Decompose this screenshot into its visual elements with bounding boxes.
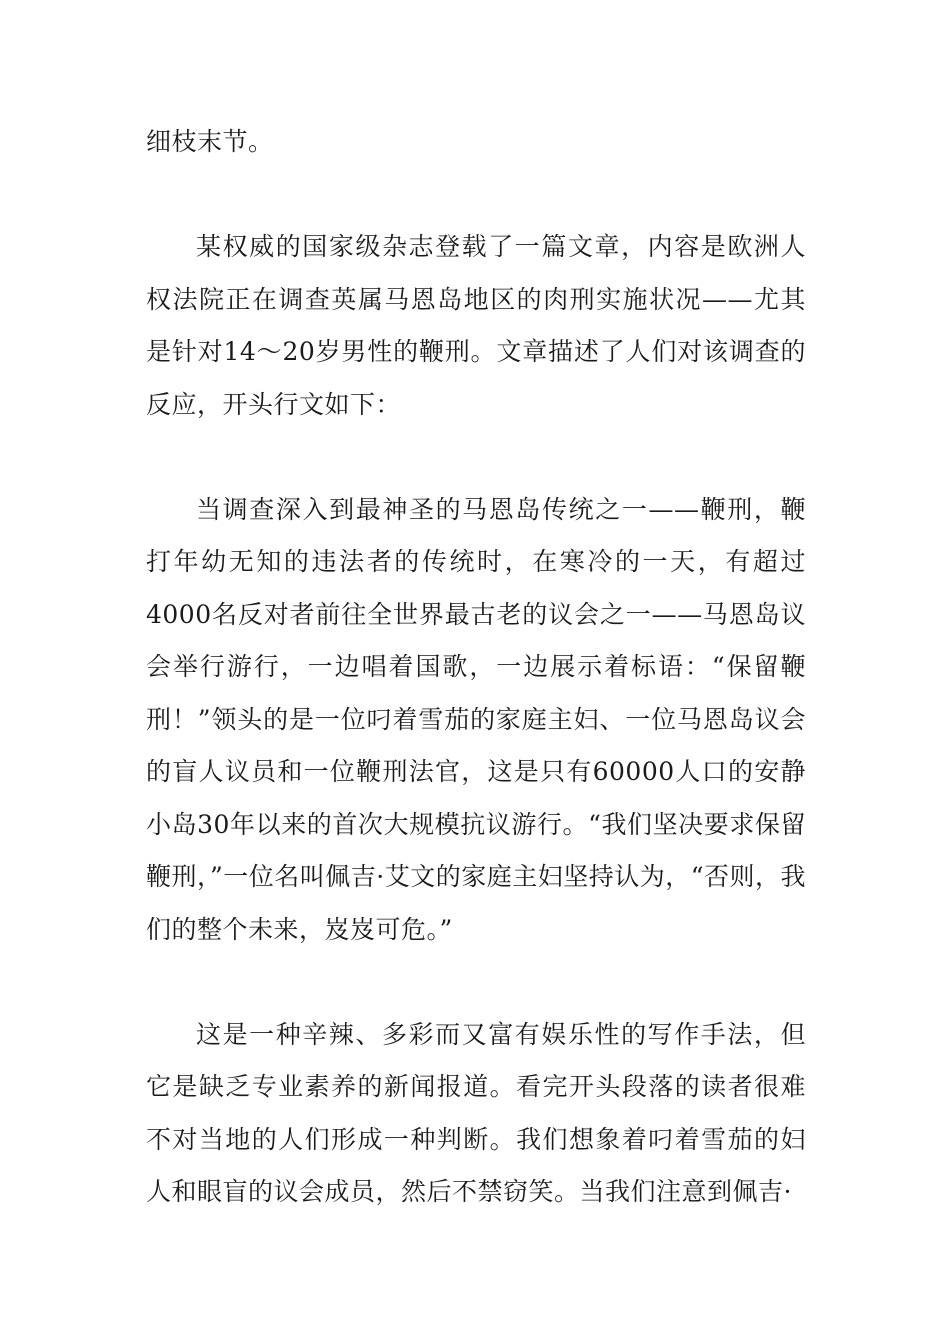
paragraph-quoted-article: 当调查深入到最神圣的马恩岛传统之一——鞭刑，鞭打年幼无知的违法者的传统时，在寒冷的一天，有超过4000名反对者前往全世界最古老的议会之一——马恩岛议会举行游行，一边唱着国歌，一边展示着标语：“保留鞭刑！”领头的是一位叼着雪茄的家庭主妇、一位马恩岛议会的盲人议员和一位鞭刑法官，这是只有60000人口的安静小岛30年以来的首次大规模抗议游行。“我们坚决要求保留鞭刑，”一位名叫佩吉·艾文的家庭主妇坚持认为，“否则，我们的整个未来，岌岌可危。” <box>146 494 807 944</box>
paragraph-commentary: 这是一种辛辣、多彩而又富有娱乐性的写作手法，但它是缺乏专业素养的新闻报道。看完开头段落的读者很难不对当地的人们形成一种判断。我们想象着叼着雪茄的妇人和眼盲的议会成员，然后不禁窃笑。当我们注意到佩吉· <box>146 1019 806 1206</box>
paragraph-article-intro: 某权威的国家级杂志登载了一篇文章，内容是欧洲人权法院正在调查英属马恩岛地区的肉刑实施状况——尤其是针对14～20岁男性的鞭刑。文章描述了人们对该调查的反应，开头行文如下： <box>146 232 806 419</box>
document-body <box>146 116 806 1271</box>
paragraph-continuation: 细枝末节。 <box>146 127 274 156</box>
